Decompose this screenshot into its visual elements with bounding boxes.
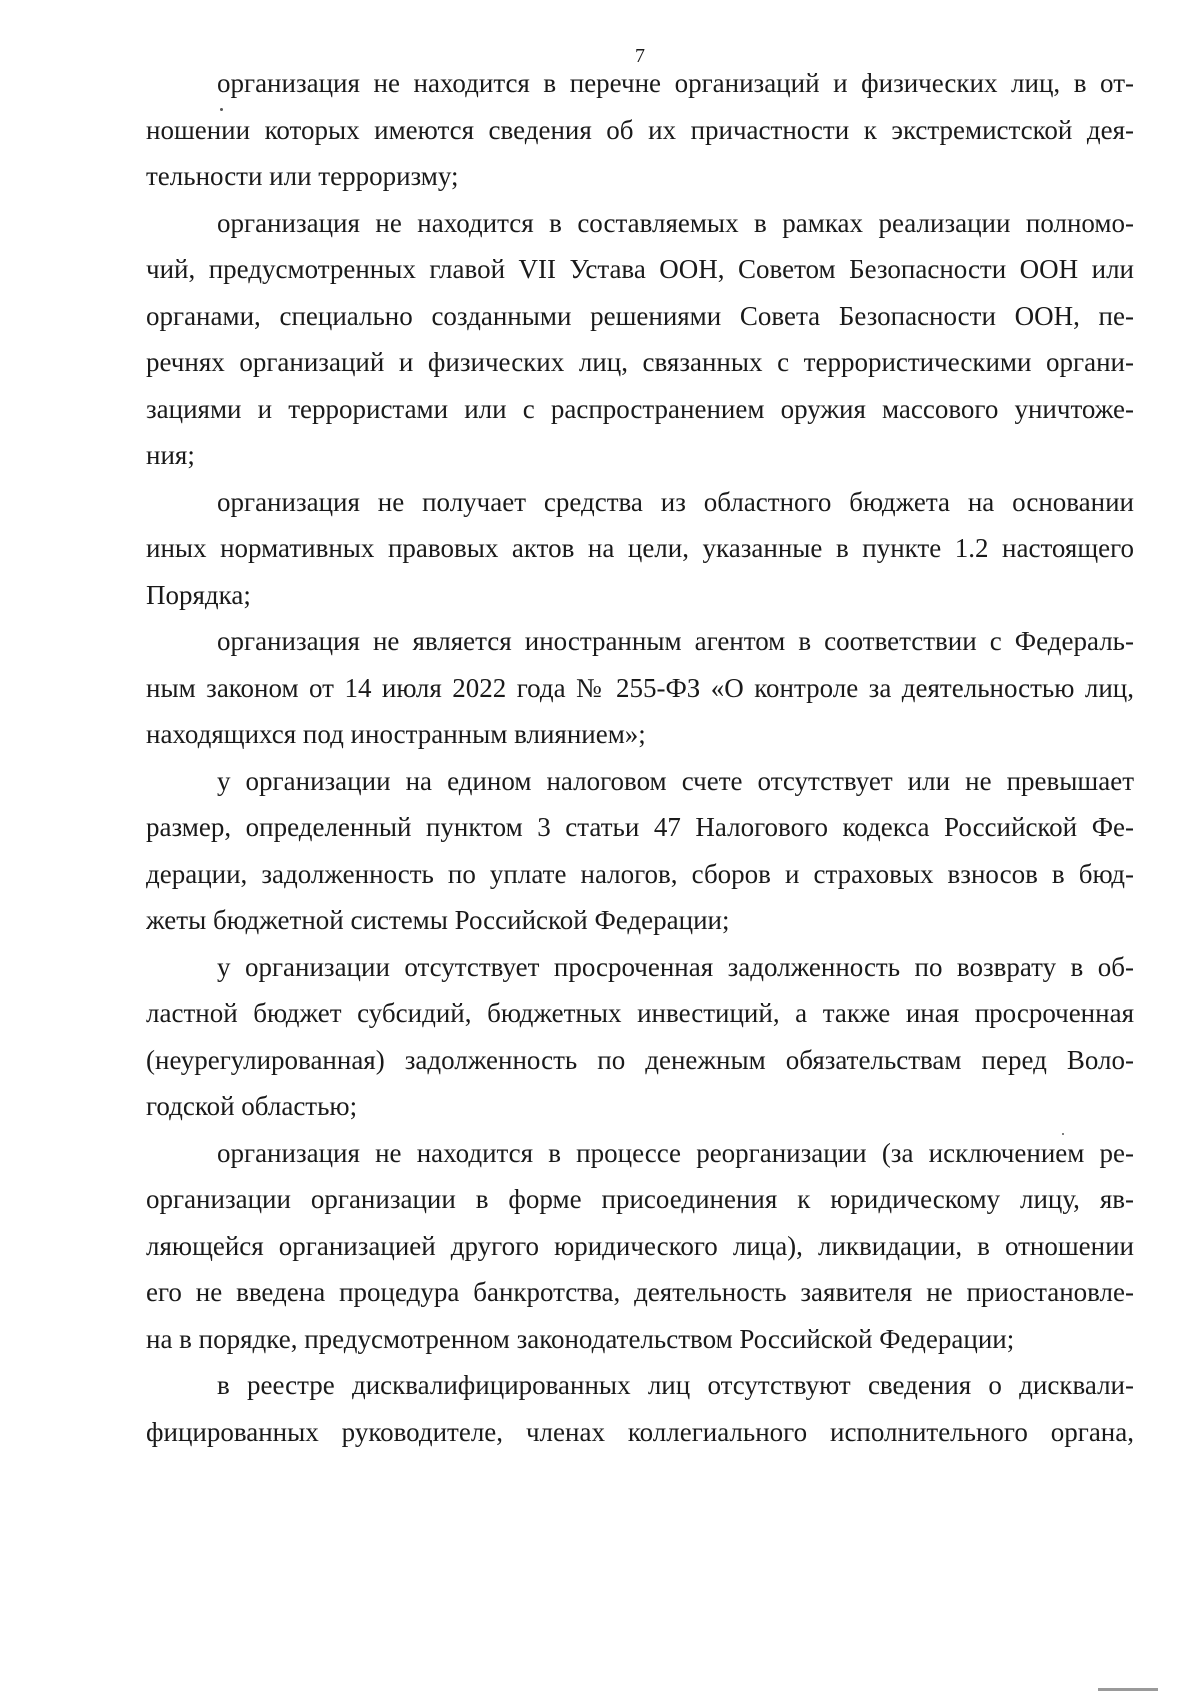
- paragraph: [146, 200, 1134, 479]
- text-line: (неурегулированная) задолженность по денежным обязательствам перед Воло-: [146, 1044, 1134, 1075]
- paragraph: [146, 944, 1134, 1130]
- text-line: Порядка;: [146, 579, 251, 610]
- text-line: ластной бюджет субсидий, бюджетных инвестиций, а также иная просроченная: [146, 998, 1134, 1028]
- text-line: жеты бюджетной системы Российской Федерации;: [146, 905, 730, 935]
- text-line: тельности или терроризму;: [146, 161, 459, 191]
- text-line: годской областью;: [146, 1091, 358, 1121]
- text-line: организация не является иностранным агентом в соответствии с Федераль-: [217, 626, 1134, 656]
- text-line: его не введена процедура банкротства, деятельность заявителя не приостановле-: [146, 1277, 1134, 1307]
- text-line: размер, определенный пунктом 3 статьи 47 Налогового кодекса Российской Фе-: [146, 812, 1134, 842]
- text-line: в реестре дисквалифицированных лиц отсутствуют сведения о дисквали-: [217, 1370, 1134, 1400]
- scan-speck: [1062, 1133, 1064, 1135]
- text-line: организации организации в форме присоединения к юридическому лицу, яв-: [146, 1184, 1134, 1214]
- paragraph: [146, 60, 1134, 200]
- text-line: находящихся под иностранным влиянием»;: [146, 719, 646, 749]
- text-line: ношении которых имеются сведения об их причастности к экстремистской дея-: [146, 114, 1134, 145]
- scan-edge-mark: [1098, 1688, 1158, 1691]
- paragraph: [146, 618, 1134, 758]
- text-line: речнях организаций и физических лиц, связанных с террористическими органи-: [146, 347, 1134, 377]
- page-number: 7: [635, 45, 645, 67]
- text-line: фицированных руководителе, членах коллегиального исполнительного органа,: [146, 1416, 1134, 1447]
- text-line: организация не находится в составляемых в рамках реализации полномо-: [217, 207, 1134, 238]
- text-line: организация не находится в перечне организаций и физических лиц, в от-: [217, 68, 1134, 98]
- paragraph: [146, 1362, 1134, 1455]
- text-line: органами, специально созданными решениями Совета Безопасности ООН, пе-: [146, 300, 1134, 331]
- text-line: у организации на едином налоговом счете отсутствует или не превышает: [217, 765, 1134, 796]
- text-line: зациями и террористами или с распространением оружия массового уничтоже-: [146, 393, 1134, 424]
- paragraph: [146, 479, 1134, 619]
- text-line: у организации отсутствует просроченная задолженность по возврату в об-: [217, 951, 1134, 982]
- text-line: организация не получает средства из областного бюджета на основании: [217, 486, 1134, 517]
- text-line: ляющейся организацией другого юридического лица), ликвидации, в отношении: [146, 1230, 1134, 1261]
- text-line: ния;: [146, 440, 195, 470]
- text-line: иных нормативных правовых актов на цели, указанные в пункте 1.2 настоящего: [146, 533, 1134, 563]
- text-line: на в порядке, предусмотренном законодательством Российской Федерации;: [146, 1323, 1015, 1354]
- text-line: чий, предусмотренных главой VII Устава ООН, Советом Безопасности ООН или: [146, 254, 1134, 284]
- text-line: дерации, задолженность по уплате налогов, сборов и страховых взносов в бюд-: [146, 858, 1134, 889]
- scan-speck: [220, 108, 223, 111]
- text-line: ным законом от 14 июля 2022 года № 255-ФЗ «О контроле за деятельностью лиц,: [146, 672, 1134, 703]
- document-body: [146, 60, 1134, 1455]
- paragraph: [146, 1130, 1134, 1363]
- text-line: организация не находится в процессе реорганизации (за исключением ре-: [217, 1137, 1134, 1168]
- paragraph: [146, 758, 1134, 944]
